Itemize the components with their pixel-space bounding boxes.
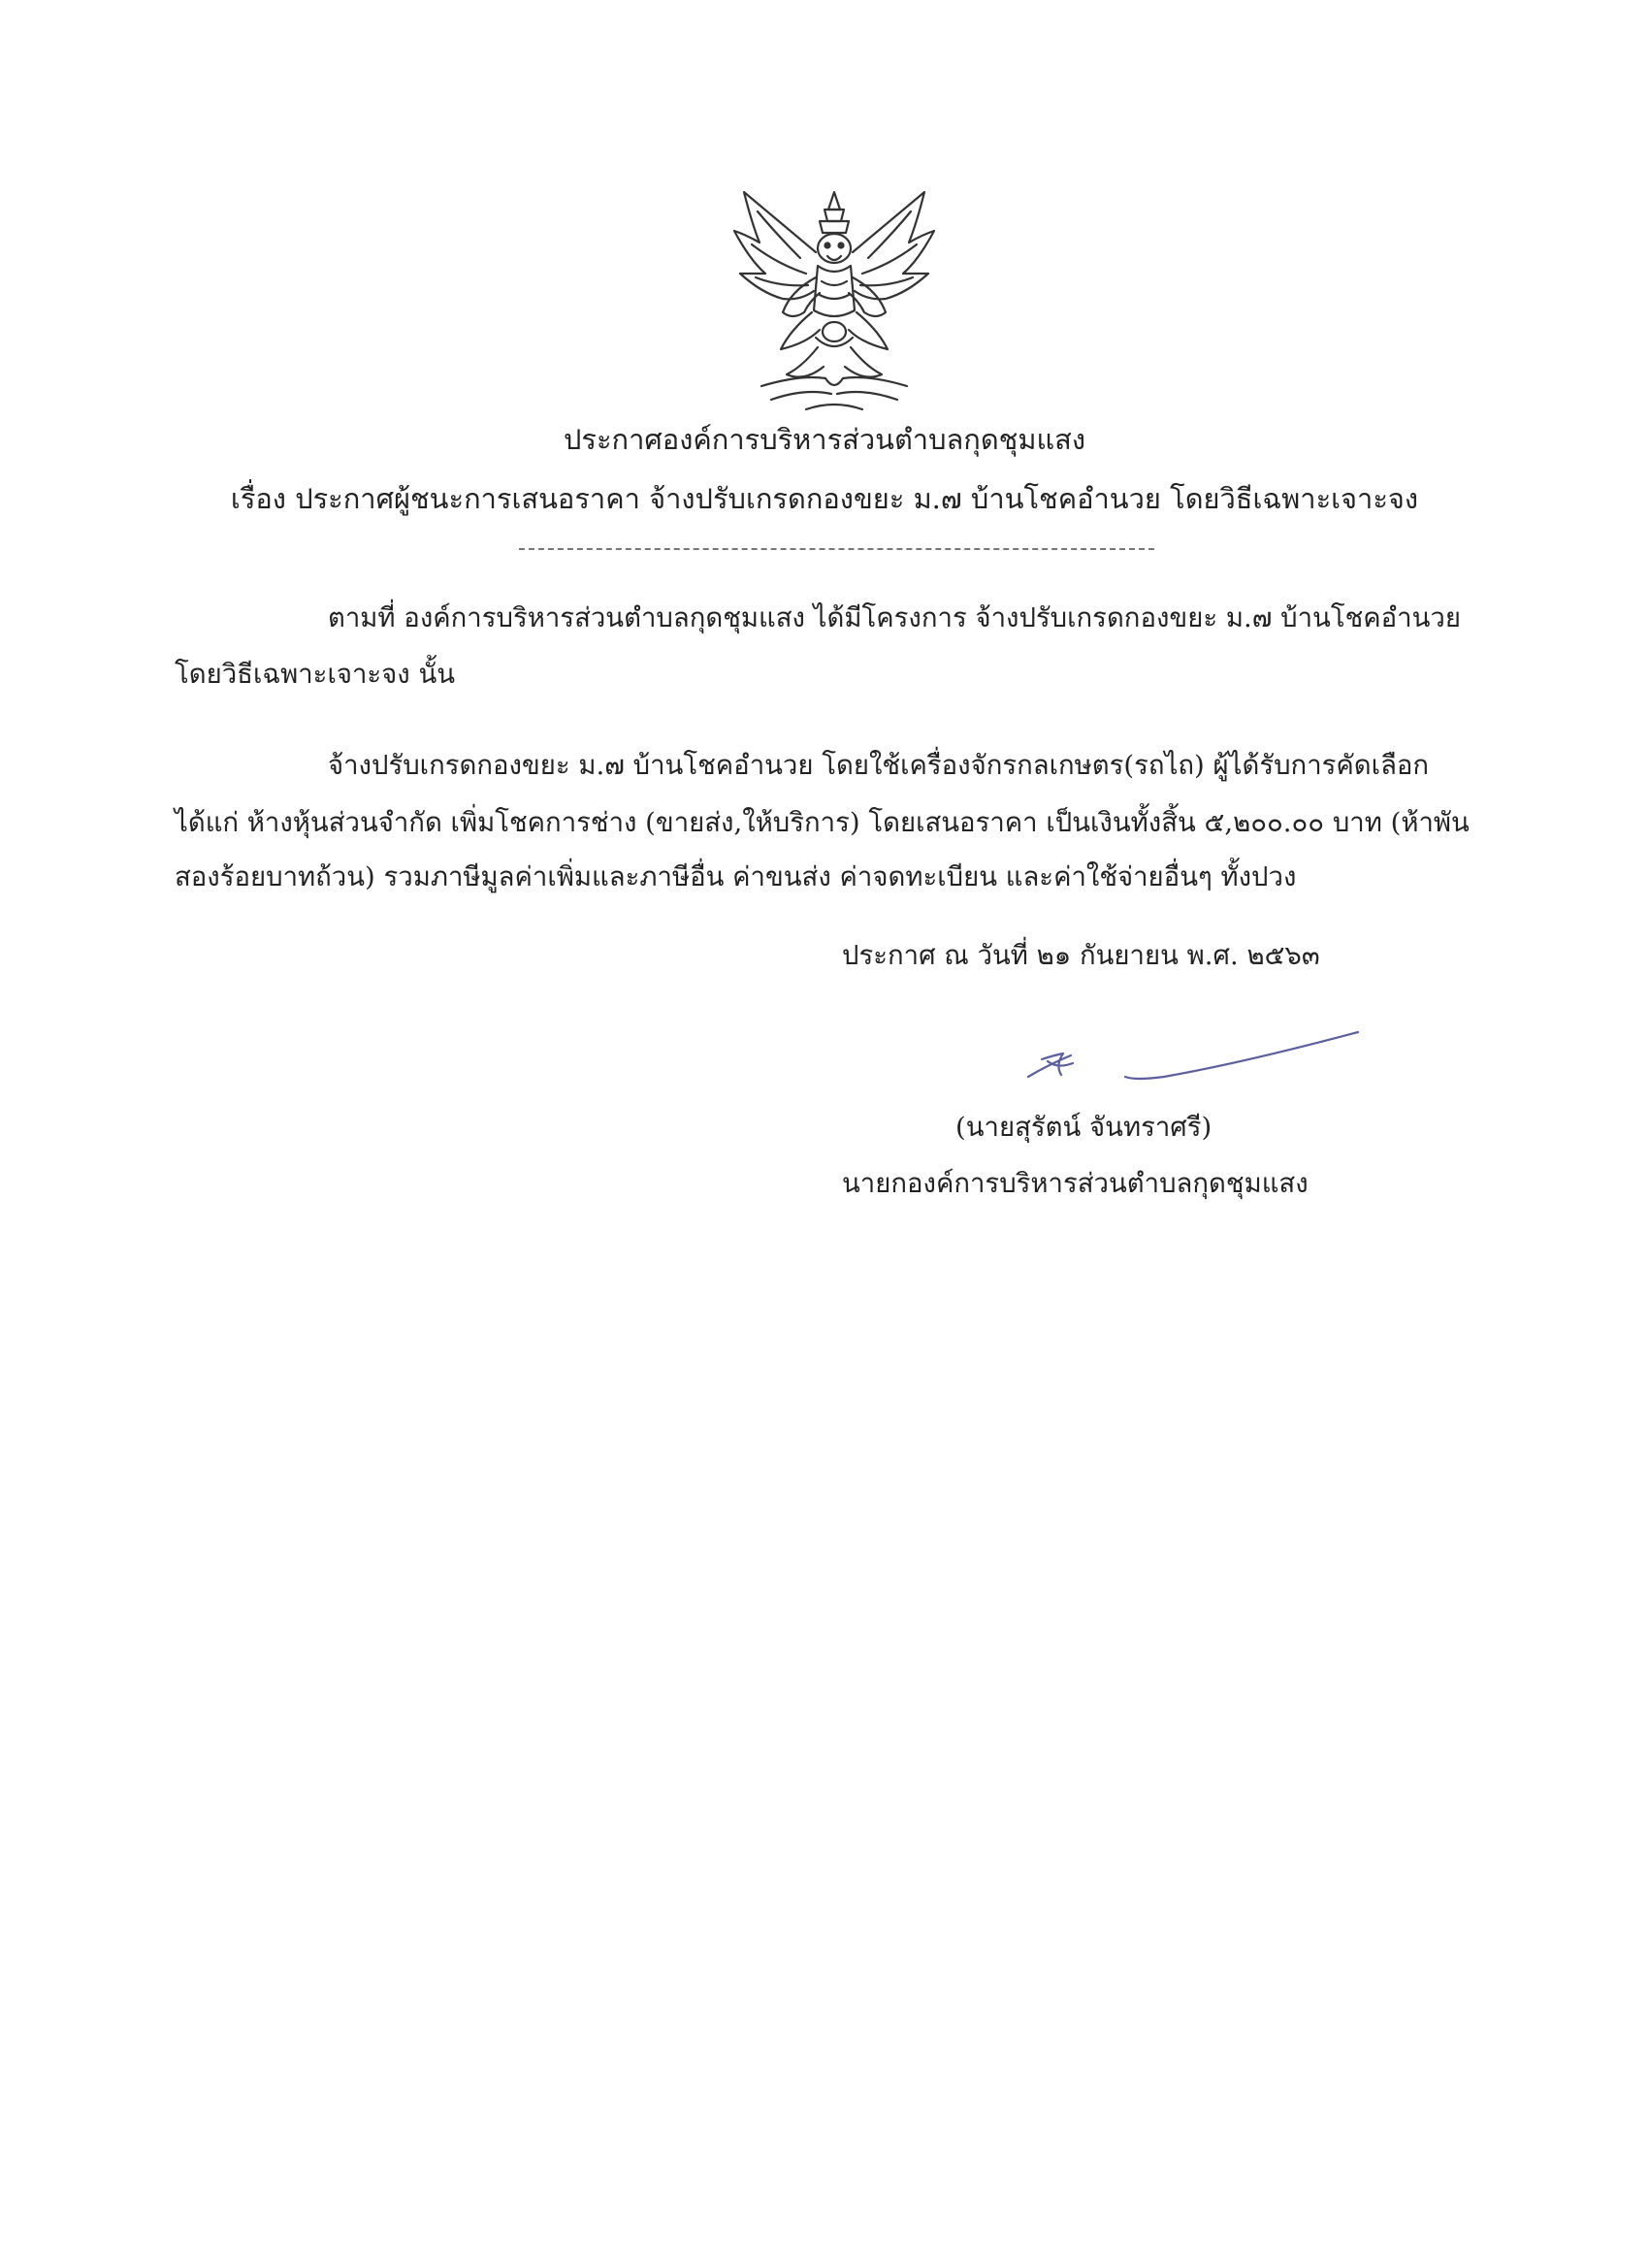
paragraph-2-line-1: จ้างปรับเกรดกองขยะ ม.๗ บ้านโชคอำนวย โดยใช้เครื่องจักรกลเกษตร(รถไถ) ผู้ได้รับการคัดเลือก: [328, 750, 1430, 781]
announcement-title: ประกาศองค์การบริหารส่วนตำบลกุดชุมแสง: [563, 423, 1085, 456]
announcement-date: ประกาศ ณ วันที่ ๒๑ กันยายน พ.ศ. ๒๕๖๓: [842, 940, 1320, 971]
paragraph-2-line-3: สองร้อยบาทถ้วน) รวมภาษีมูลค่าเพิ่มและภาษีอื่น ค่าขนส่ง ค่าจดทะเบียน และค่าใช้จ่ายอื่นๆ ทั้งปวง: [175, 861, 1297, 892]
garuda-emblem-icon: [723, 184, 946, 422]
paragraph-1-line-2: โดยวิธีเฉพาะเจาะจง นั้น: [175, 659, 456, 690]
dashed-divider: [519, 548, 1154, 550]
handwritten-signature: [1018, 1026, 1363, 1085]
announcement-subject: เรื่อง ประกาศผู้ชนะการเสนอราคา จ้างปรับเกรดกองขยะ ม.๗ บ้านโชคอำนวย โดยวิธีเฉพาะเจาะจง: [230, 482, 1419, 515]
paragraph-2-line-2: ได้แก่ ห้างหุ้นส่วนจำกัด เพิ่มโชคการช่าง (ขายส่ง,ให้บริการ) โดยเสนอราคา เป็นเงินทั้งสิ้น ๕,๒๐๐.๐๐ บาท (ห้าพัน: [175, 807, 1470, 838]
signer-name: (นายสุรัตน์ จันทราศรี): [955, 1112, 1212, 1143]
paragraph-1-line-1: ตามที่ องค์การบริหารส่วนตำบลกุดชุมแสง ได้มีโครงการ จ้างปรับเกรดกองขยะ ม.๗ บ้านโชคอำนวย: [328, 602, 1461, 633]
signer-position: นายกองค์การบริหารส่วนตำบลกุดชุมแสง: [842, 1168, 1309, 1199]
